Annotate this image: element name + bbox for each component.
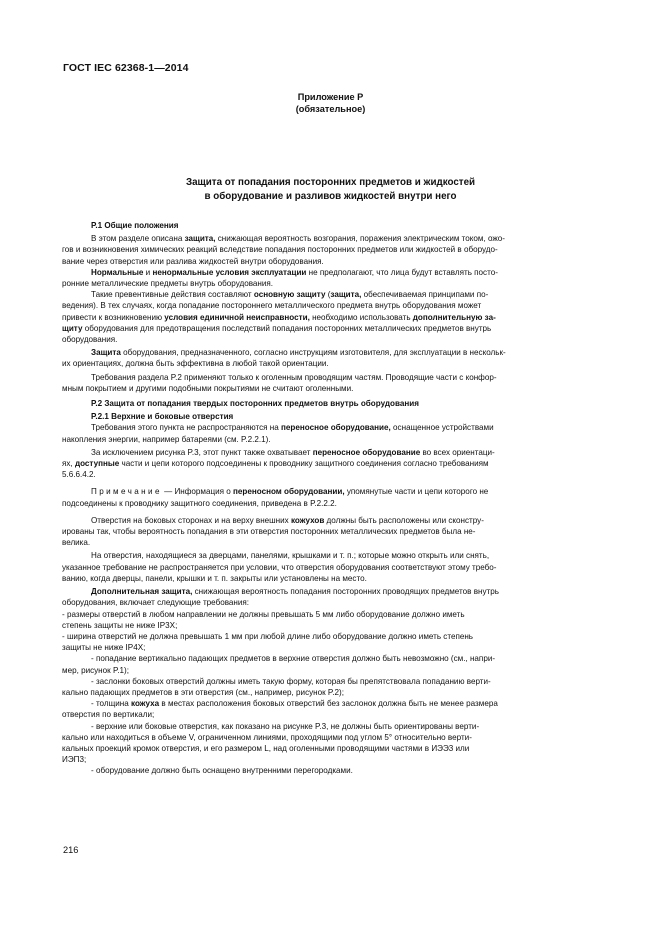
standard-code: ГОСТ IEC 62368-1—2014 — [63, 62, 189, 74]
list-item — [62, 676, 598, 698]
body-text — [62, 220, 598, 777]
title-line-2: в оборудование и разливов жидкостей внутри него — [204, 190, 457, 202]
paragraph-p9 — [62, 550, 598, 584]
list-item-4a: - заслонки боковых отверстий должны иметь такую форму, которая бы препятствовала попаданию верти- — [91, 676, 491, 686]
p7-line-2 — [62, 458, 489, 469]
paragraph-p6 — [62, 422, 598, 444]
p4-text-c: их ориентациях, должна быть эффективна в любой такой ориентации. — [62, 359, 329, 369]
term-normal: Нормальные — [91, 267, 144, 277]
term-supplementary: дополнительную за- — [412, 312, 496, 322]
title-line-1: Защита от попадания посторонних предметов и жидкостей — [185, 177, 476, 188]
section-heading-p2: P.2 Защита от попадания твердых посторонних предметов внутрь оборудования — [91, 399, 419, 409]
list-item — [62, 653, 598, 675]
p7-text-g: 5.6.6.4.2. — [62, 470, 96, 480]
p1-text-e: вание через отверстия или разлива жидкостей внутри оборудования. — [62, 256, 324, 266]
term-portable-2: переносное оборудование — [312, 447, 421, 457]
term-protection: защита, — [184, 234, 216, 244]
term-single-fault: условия единичной неисправности, — [164, 312, 310, 322]
p5-text-a: Требования раздела P.2 применяют только к оголенным проводящим частям. Проводящие части с конфор- — [91, 372, 497, 382]
p6-text-c: оснащенное устройствами — [390, 423, 494, 433]
p3-text-i: необходимо использовать — [309, 312, 413, 322]
p10-text-b: снижающая вероятность попадания посторонних проводящих предметов внутрь — [192, 587, 499, 597]
p2-text-e: ронние металлические предметы внутрь оборудования. — [62, 279, 274, 289]
paragraph-p8 — [62, 515, 598, 549]
p8-text-e: велика. — [62, 538, 91, 548]
list-item-5a: - толщина — [91, 699, 132, 709]
note-dash: — Информация о — [161, 487, 234, 497]
page-number: 216 — [63, 845, 79, 855]
section-heading-p21: P.2.1 Верхние и боковые отверстия — [91, 412, 234, 422]
p9-text-b: указанное требование не распространяется при условии, что отверстия оборудования соответствуют этому требо- — [62, 562, 497, 572]
p3-text-a: Такие превентивные действия составляют — [91, 290, 254, 300]
term-abnormal: ненормальные условия эксплуатации — [152, 267, 307, 277]
list-item-4b: кально падающих предметов в эти отверстия (см., например, рисунок P.2); — [62, 687, 344, 697]
note-text-d: подсоединены к проводнику защитного соединения, приведена в P.2.2.2. — [62, 498, 337, 508]
appendix-title — [60, 176, 601, 203]
list-item-1a: - размеры отверстий в любом направлении не должны превышать 5 мм либо оборудование должно иметь — [62, 609, 465, 619]
term-enclosures: кожухов — [290, 515, 325, 525]
p3-text-m: оборудования. — [62, 335, 118, 345]
p6-text-d: накопления энергии, например батареями (см. P.2.2.1). — [62, 434, 271, 444]
p8-text-d: ированы так, чтобы вероятность попадания в эти отверстия посторонних металлических предметов была не- — [62, 527, 476, 537]
note — [62, 486, 598, 508]
p9-text-a: На отверстия, находящиеся за дверцами, панелями, крышками и т. п.; которые можно открыть или снять, — [91, 551, 490, 561]
list-item-6c: кальных проекций кромок отверстия, и его размером L, над оголенными проводящими частями в ИЭЭ3 или — [62, 743, 470, 753]
note-text-c: упомянутые части и цепи которого не — [344, 487, 489, 497]
p3-text-f: ведения). В тех случаях, когда попадание постороннего металлического предмета внутрь оборудования может — [62, 301, 482, 311]
list-item-6a: - верхние или боковые отверстия, как показано на рисунке P.3, не должны быть ориентированы верти- — [91, 721, 480, 731]
list-item-6b: кально или находиться в объеме V, ограниченном линиями, проходящими под углом 5° относительно верти- — [62, 732, 472, 742]
paragraph-p4 — [62, 347, 598, 369]
term-enclosure: кожуха — [131, 699, 160, 709]
list-item — [91, 765, 598, 776]
list-item — [62, 721, 598, 766]
term-safeguard: защита, — [330, 290, 362, 300]
p7-text-a: За исключением рисунка P.3, этот пункт также охватывает — [91, 447, 313, 457]
p1-text-c: снижающая вероятность возгорания, поражения электрическим током, ожо- — [215, 234, 505, 244]
p7-text-d: ях, — [62, 459, 75, 469]
list-item-5c: в местах расположения боковых отверстий без заслонок должна быть не менее размера — [159, 699, 498, 709]
list-item-2b: защиты не ниже IP4X; — [62, 643, 146, 653]
p9-text-c: ванию, когда дверцы, панели, крышки и т. п. закрыты или установлены на место. — [62, 573, 367, 583]
p7-text-f: части и цепи которого подсоединены к проводнику защитного соединения согласно требованиям — [119, 459, 489, 469]
list-item-6d: ИЭП3; — [62, 755, 87, 765]
term-portable-3: переносном оборудовании, — [233, 487, 345, 497]
note-label: Примечание — [91, 487, 162, 497]
p3-text-c: ( — [325, 290, 331, 300]
paragraph-p2 — [62, 267, 598, 289]
term-basic-safeguard: основную защиту — [253, 290, 326, 300]
p7-text-c: во всех ориентаци- — [420, 447, 495, 457]
p3-text-e: обеспечиваемая принципами по- — [361, 290, 489, 300]
list-item-5d: отверстия по вертикали; — [62, 710, 155, 720]
p2-text-d: не предполагают, что лица будут вставлять посто- — [306, 267, 498, 277]
term-safeguard-2: Защита — [91, 348, 121, 358]
term-portable: переносное оборудование, — [281, 423, 391, 433]
p4-text-b: оборудования, предназначенного, согласно инструкциям изготовителя, для эксплуатации в нескольк- — [120, 348, 506, 358]
p2-text-b: и — [143, 267, 153, 277]
list-item — [62, 609, 598, 631]
list-item-3b: мер, рисунок P.1); — [62, 665, 129, 675]
p3-line-4 — [62, 323, 491, 334]
term-accessible: доступные — [74, 459, 120, 469]
paragraph-p7 — [62, 447, 598, 481]
list-item — [62, 631, 598, 653]
list-item — [62, 698, 598, 720]
appendix-name: Приложение P — [297, 92, 364, 102]
p6-text-a: Требования этого пункта не распространяются на — [91, 423, 282, 433]
paragraph-p3 — [62, 289, 598, 345]
p1-text-d: гов и возникновения химических реакций вследствие попадания посторонних предметов или жидкостей в оборудо- — [62, 245, 498, 255]
paragraph-p5 — [62, 372, 598, 394]
list-item-3a: - попадание вертикально падающих предметов в верхние отверстия должно быть невозможно (см., напри- — [91, 654, 496, 664]
paragraph-p10 — [62, 586, 598, 608]
list-item-7: - оборудование должно быть оснащено внутренними перегородками. — [91, 766, 353, 776]
list-item-1b: степень защиты не ниже IP3X; — [62, 620, 178, 630]
term-supplementary-end: щиту — [62, 323, 83, 333]
p10-text-c: оборудования, включает следующие требования: — [62, 598, 250, 608]
p8-text-a: Отверстия на боковых сторонах и на верху внешних — [91, 515, 291, 525]
p3-line-3 — [62, 312, 496, 323]
appendix-status: (обязательное) — [295, 104, 366, 114]
p3-text-l: оборудования для предотвращения последствий попадания посторонних металлических предметов внутрь — [82, 323, 492, 333]
p1-text-a: В этом разделе описана — [91, 234, 185, 244]
p3-text-g: привести к возникновению — [62, 312, 165, 322]
section-heading-p1: P.1 Общие положения — [91, 221, 179, 230]
list-item-2a: - ширина отверстий не должна превышать 1 мм при любой длине либо оборудование должно иметь степень — [62, 631, 474, 641]
paragraph-p1 — [62, 233, 598, 267]
p8-text-c: должны быть расположены или сконстру- — [324, 515, 484, 525]
term-supplementary-safeguard: Дополнительная защита, — [91, 587, 193, 597]
p5-text-b: мным покрытием и другими подобными покрытиями не считают оголенными. — [62, 383, 354, 393]
